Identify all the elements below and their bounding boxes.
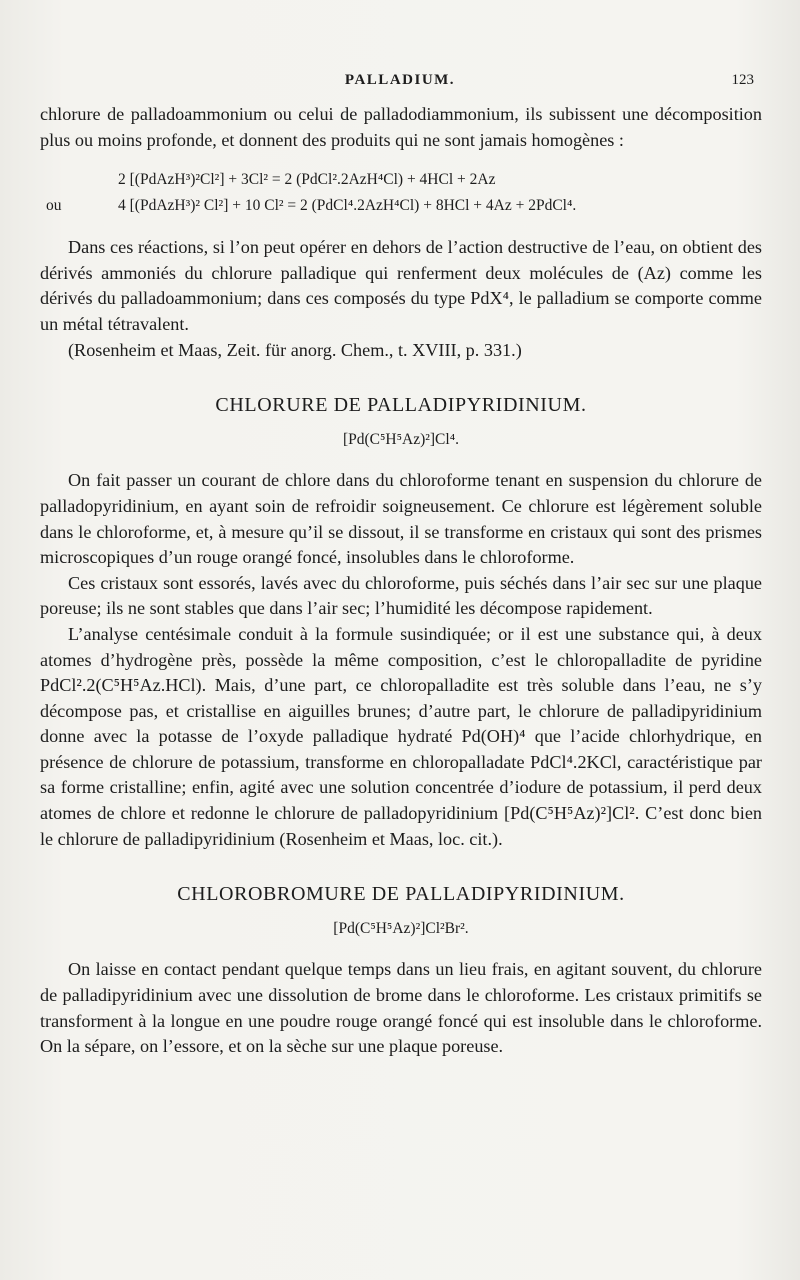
section-1-title: CHLORURE DE PALLADIPYRIDINIUM. [215, 394, 587, 417]
equation-or-label: ou [46, 197, 62, 215]
section-2-title: CHLOROBROMURE DE PALLADIPYRIDINIUM. [177, 883, 625, 906]
equation-2: 4 [(PdAzH³)² Cl²] + 10 Cl² = 2 (PdCl⁴.2AzH⁴Cl) + 8HCl + 4Az + 2PdCl⁴. [118, 197, 577, 215]
intro-paragraph: chlorure de palladoammonium ou celui de palladodiammonium, ils subissent une décomposition plus ou moins profonde, et donnent des produits qui ne sont jamais homogènes : [40, 104, 762, 150]
section-1-paragraph-1: On fait passer un courant de chlore dans du chloroforme tenant en suspension du chlorure de palladopyridinium, en ayant soin de refroidir soigneusement. Ce chlorure est légèrement soluble dans le chloroforme, et, à mesure qu’il se dissout, il se transforme en cristaux qui sont des prismes microscopiques d’un rouge orangé foncé, insolubles dans le chloroforme. [40, 470, 762, 568]
section-1-paragraph-2: Ces cristaux sont essorés, lavés avec du chloroforme, puis séchés dans l’air sec sur une plaque poreuse; ils ne sont stables que dans l’air sec; l’humidité les décompose rapidement. [40, 572, 762, 619]
running-header [40, 72, 760, 96]
page-content [40, 102, 762, 1060]
running-title: PALLADIUM. [344, 72, 456, 88]
equation-2-row [40, 193, 762, 219]
equation-block [40, 167, 762, 219]
equation-1-row [40, 167, 762, 193]
reactions-paragraph: Dans ces réactions, si l’on peut opérer en dehors de l’action destructive de l’eau, on obtient des dérivés ammoniés du chlorure palladique qui renferment deux molécules de (Az) comme les dérivés du palladoammonium; dans ces composés du type PdX⁴, le palladium se comporte comme un métal tétravalent. [40, 237, 762, 334]
section-2-formula: [Pd(C⁵H⁵Az)²]Cl²Br². [333, 919, 469, 937]
section-2-paragraph-1: On laisse en contact pendant quelque temps dans un lieu frais, en agitant souvent, du chlorure de palladipyridinium avec une dissolution de brome dans le chloroforme. Les cristaux primitifs se transforment à la longue en une poudre rouge orangé foncé qui est insoluble dans le chloroforme. On la sépare, on l’essore, et on la sèche sur une plaque poreuse. [40, 959, 762, 1057]
equation-1: 2 [(PdAzH³)²Cl²] + 3Cl² = 2 (PdCl².2AzH⁴Cl) + 4HCl + 2Az [118, 171, 496, 189]
page-number: 123 [731, 72, 754, 88]
section-1-paragraph-3: L’analyse centésimale conduit à la formule susindiquée; or il est une substance qui, à deux atomes d’hydrogène près, possède la même composition, c’est le chloropalladite de pyridine PdCl².2(C⁵H⁵Az.HCl). Mais, d’une part, ce chloropalladite est très soluble dans l’eau, ne s’y décompose pas, et cristallise en aiguilles brunes; d’autre part, le chlorure de palladipyridinium donne avec la potasse de l’oxyde palladique hydraté Pd(OH)⁴ que l’acide chlorhydrique, en présence de chlorure de potassium, transforme en chloropalladate PdCl⁴.2KCl, caractéristique par sa forme cristalline; enfin, agité avec une solution concentrée d’iodure de potassium, il perd deux atomes de chlore et redonne le chlorure de palladopyridinium [Pd(C⁵H⁵Az)²]Cl². C’est donc bien le chlorure de palladipyridinium (Rosenheim et Maas, loc. cit.). [40, 623, 762, 849]
section-1-formula: [Pd(C⁵H⁵Az)²]Cl⁴. [342, 430, 459, 448]
citation-paragraph: (Rosenheim et Maas, Zeit. für anorg. Chem., t. XVIII, p. 331.) [68, 339, 522, 360]
